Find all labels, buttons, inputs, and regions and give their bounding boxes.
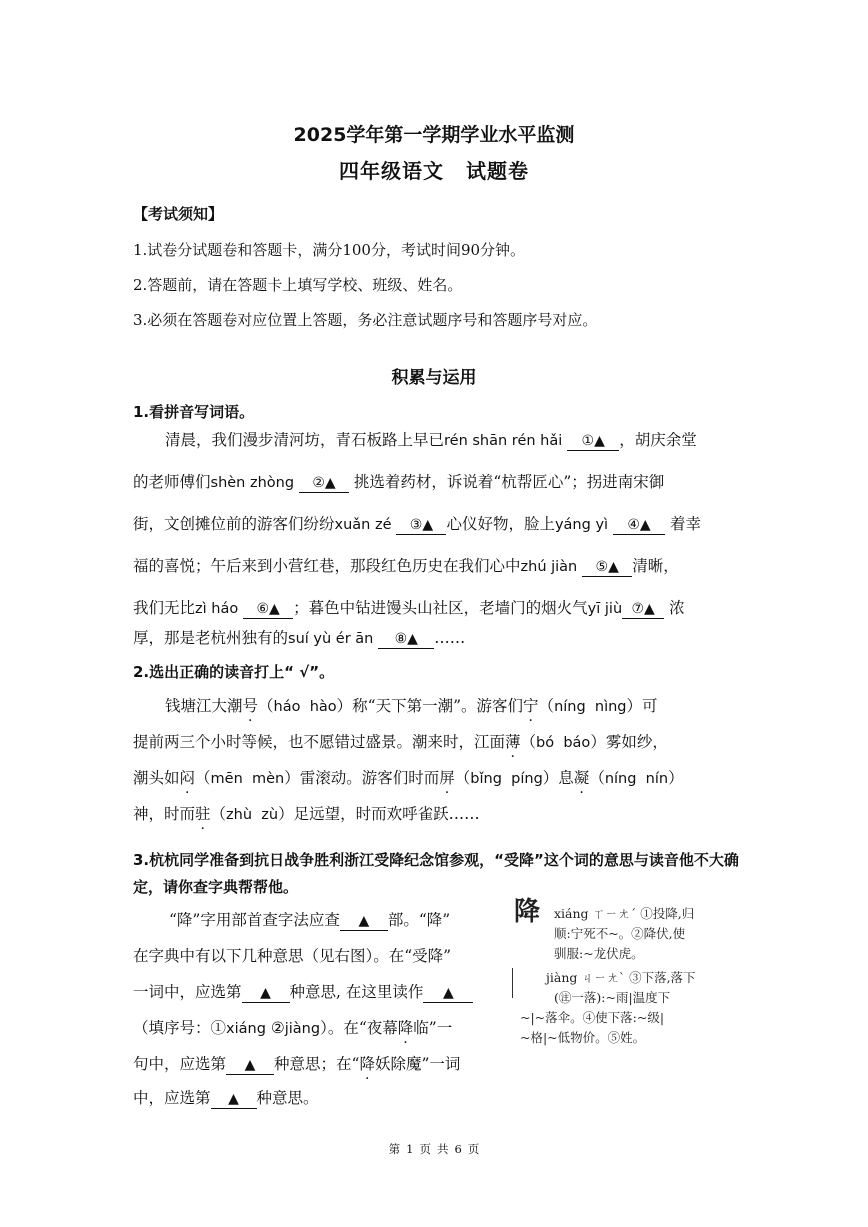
- answer-blank-4[interactable]: ④▲: [613, 516, 665, 535]
- passage-text: 中，应选第: [133, 1089, 211, 1107]
- grade-subject: 四年级语文: [339, 159, 444, 183]
- dictionary-entry: [510, 897, 746, 1045]
- dotted-char: 号: [242, 697, 259, 715]
- passage-text: 种意思；在“: [274, 1055, 360, 1073]
- passage-text: 清晰，: [632, 557, 679, 575]
- dotted-char: 驻: [195, 805, 211, 823]
- passage-text: ）可: [626, 697, 658, 715]
- dotted-char: 屏: [439, 769, 455, 787]
- pinyin-choice[interactable]: níng nín: [604, 771, 669, 787]
- notice-item: 1.试卷分试题卷和答题卡，满分100分，考试时间90分钟。: [133, 241, 526, 259]
- passage-text: 心仪好物，脸上: [446, 515, 555, 533]
- footer-text: 页: [419, 1142, 431, 1156]
- pinyin: rén shān rén hǎi: [444, 433, 563, 449]
- passage-text: ）息: [542, 769, 574, 787]
- passage-text: 钱塘江大潮: [165, 697, 243, 715]
- dotted-char: 降: [359, 1055, 375, 1073]
- bracket: （: [210, 805, 227, 823]
- dictionary-line: ~格|~低物价。⑤姓。: [520, 1030, 646, 1045]
- bracket: （: [258, 697, 274, 715]
- passage-text: ；暮色中钻进馒头山社区，老墙门的烟火气: [293, 599, 588, 617]
- question-2-passage: [133, 694, 743, 834]
- passage-text: 句中，应选第: [133, 1055, 227, 1073]
- footer-text: 页: [467, 1142, 480, 1156]
- exam-subtitle: [0, 155, 868, 184]
- passage-text: 种意思。: [256, 1089, 319, 1107]
- divider: [512, 968, 513, 998]
- passage-text: ）雾如纱，: [590, 733, 668, 751]
- dictionary-line: (㊟一落):~雨|温度下: [554, 990, 671, 1005]
- passage-text: 我们无比: [133, 599, 196, 617]
- answer-blank-1[interactable]: ①▲: [567, 432, 619, 451]
- passage-text: 潮头如: [133, 769, 180, 787]
- answer-blank-6[interactable]: ⑥▲: [243, 600, 293, 619]
- bracket: （: [195, 769, 211, 787]
- bracket: （: [589, 769, 605, 787]
- answer-blank-3[interactable]: ③▲: [396, 516, 446, 535]
- pinyin: yī jiù: [587, 601, 623, 617]
- meaning-blank-2[interactable]: ▲: [226, 1056, 274, 1075]
- passage-text: ，胡庆余堂: [619, 431, 697, 449]
- pinyin: zhú jiàn: [520, 559, 578, 575]
- passage-text: 一词中，应选第: [133, 983, 242, 1001]
- dictionary-line: 顺:宁死不~。②降伏,使: [554, 926, 686, 941]
- question-3-heading: 3.杭杭同学准备到抗日战争胜利浙江受降纪念馆参观，“受降”这个词的意思与读音他不大确定，请你查字典帮帮他。: [133, 851, 739, 896]
- answer-blank-7[interactable]: ⑦▲: [622, 600, 664, 619]
- passage-text: ②: [265, 1019, 285, 1037]
- pinyin-choice[interactable]: mēn mèn: [210, 771, 285, 787]
- passage-text: （填序号：①: [133, 1019, 227, 1037]
- meaning-blank-3[interactable]: ▲: [211, 1090, 257, 1109]
- passage-text: 浓: [669, 599, 685, 617]
- passage-text: 妖除魔”一词: [374, 1055, 461, 1073]
- passage-text: 着幸: [669, 515, 701, 533]
- footer-text: 共: [437, 1142, 449, 1156]
- meaning-blank-1[interactable]: ▲: [242, 984, 290, 1003]
- pinyin-choice[interactable]: háo hào: [273, 699, 337, 715]
- pinyin: jiàng: [284, 1021, 321, 1037]
- bracket: （: [454, 769, 471, 787]
- dictionary-line: 驯服:~龙伏虎。: [554, 946, 644, 961]
- dotted-char: 薄: [505, 733, 521, 751]
- page-number: 1: [406, 1142, 414, 1156]
- answer-blank-2[interactable]: ②▲: [299, 474, 349, 493]
- question-1-passage: [133, 428, 743, 648]
- dotted-char: 宁: [523, 697, 539, 715]
- passage-text: ……: [434, 629, 466, 647]
- passage-text: 挑选着药材，诉说着“杭帮匠心”；拐进南宋御: [353, 473, 665, 491]
- answer-blank-8[interactable]: ⑧▲: [378, 630, 434, 649]
- passage-text: 种意思, 在这里读作: [289, 983, 424, 1001]
- question-1-heading: 1.看拼音写词语。: [133, 403, 255, 421]
- pinyin: xuǎn zé: [334, 517, 392, 533]
- pinyin: xiáng: [226, 1021, 266, 1037]
- dictionary-line: ~|~落伞。④使下落:~级|: [520, 1010, 665, 1025]
- dotted-char: 降: [397, 1019, 414, 1037]
- passage-text: ）足远望，时而欢呼雀跃……: [278, 805, 480, 823]
- dotted-char: 凝: [573, 769, 590, 787]
- section-title: 积累与运用: [391, 368, 477, 388]
- pinyin-choice[interactable]: bǐng píng: [470, 771, 543, 787]
- passage-text: 提前两三个小时等候，也不愿错过盛景。潮来时，江面: [133, 733, 506, 751]
- bracket: ）: [668, 769, 684, 787]
- pinyin-choice[interactable]: bó báo: [536, 735, 591, 751]
- passage-text: “降”字用部首查字法应查: [169, 911, 340, 929]
- dictionary-char: 降: [514, 897, 541, 927]
- pinyin: zì háo: [195, 601, 239, 617]
- passage-text: 清晨，我们漫步清河坊，青石板路上早已: [165, 431, 445, 449]
- notice-item: 3.必须在答题卷对应位置上答题，务必注意试题序号和答题序号对应。: [133, 311, 598, 329]
- passage-text: 临”一: [413, 1019, 453, 1037]
- bracket: （: [538, 697, 555, 715]
- passage-text: 街，文创摊位前的游客们纷纷: [133, 515, 335, 533]
- passage-text: 在字典中有以下几种意思（见右图）。在“受降”: [133, 947, 452, 965]
- passage-text: 神，时而: [133, 805, 196, 823]
- passage-text: ）。在“夜幕: [320, 1019, 398, 1037]
- passage-text: 部。“降”: [387, 911, 451, 929]
- passage-text: 厚，那是老杭州独有的: [133, 629, 289, 647]
- pinyin-choice[interactable]: zhù zù: [226, 807, 279, 823]
- passage-text: ）雷滚动。游客们时而: [284, 769, 440, 787]
- question-2-heading: 2.选出正确的读音打上“ √”。: [133, 663, 335, 681]
- answer-blank-5[interactable]: ⑤▲: [582, 558, 632, 577]
- radical-blank[interactable]: ▲: [340, 912, 388, 931]
- notice-heading: 【考试须知】: [133, 205, 224, 223]
- dictionary-line: xiáng ㄒㄧㄤˊ ①投降,归: [554, 906, 695, 921]
- notice-item: 2.答题前，请在答题卡上填写学校、班级、姓名。: [133, 276, 463, 294]
- pinyin-choice[interactable]: níng nìng: [554, 699, 627, 715]
- page-total: 6: [454, 1142, 462, 1156]
- page-footer: [0, 1141, 868, 1157]
- dictionary-line: jiàng ㄐㄧㄤˋ ③下落,落下: [546, 970, 696, 985]
- question-3-passage: [133, 908, 503, 1108]
- dotted-char: 闷: [179, 769, 196, 787]
- pinyin: suí yù ér ān: [288, 631, 374, 647]
- footer-text: 第: [388, 1142, 401, 1156]
- passage-text: 福的喜悦；午后来到小营红巷，那段红色历史在我们心中: [133, 557, 521, 575]
- paper-type: 试题卷: [466, 159, 529, 183]
- reading-blank[interactable]: ▲: [423, 984, 473, 1003]
- bracket: （: [520, 733, 537, 751]
- exam-title: 2025学年第一学期学业水平监测: [293, 124, 575, 146]
- passage-text: 的老师傅们: [133, 473, 211, 491]
- passage-text: ）称“天下第一潮”。游客们: [336, 697, 524, 715]
- pinyin: shèn zhòng: [210, 475, 295, 491]
- pinyin: yáng yì: [554, 517, 609, 533]
